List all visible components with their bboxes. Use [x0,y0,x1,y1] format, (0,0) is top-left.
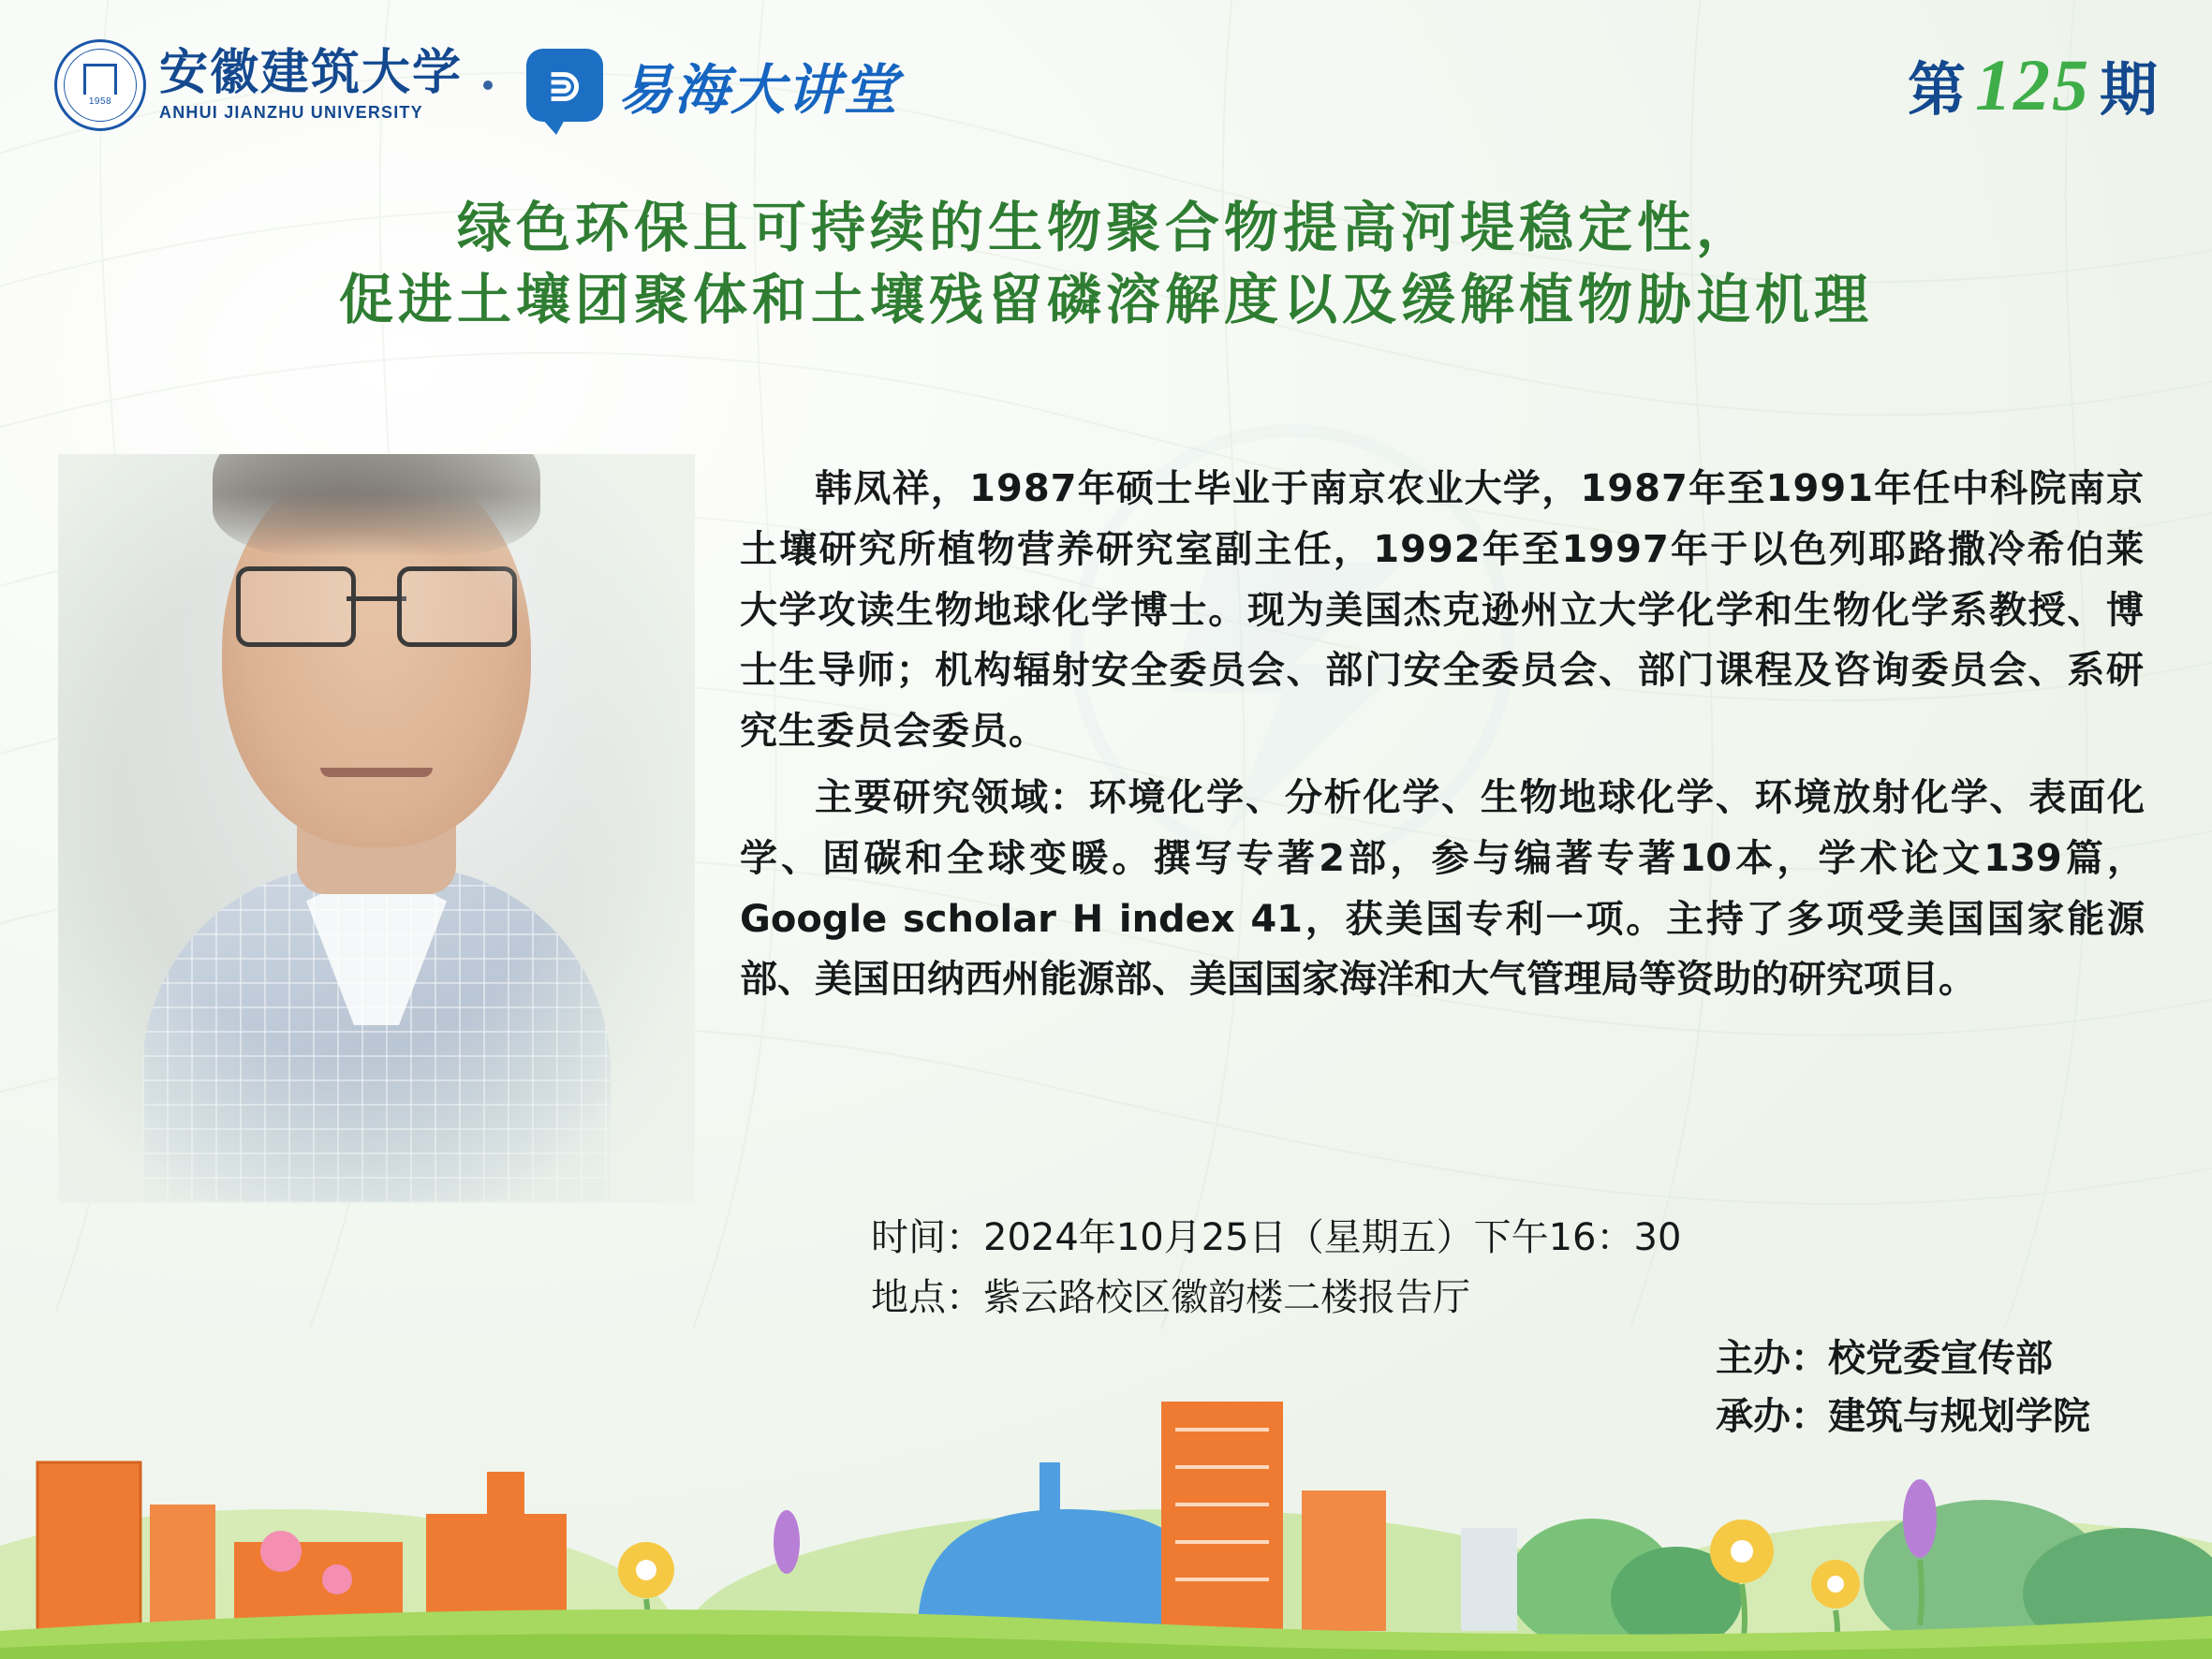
university-name-en: ANHUI JIANZHU UNIVERSITY [159,102,423,122]
glasses-left-lens [236,566,356,647]
bio-text-1: 1987年硕士毕业于南京农业大学，1987年至1991年任中科院南京土壤研究所植物营养研究室副主任，1992年至1997年于以色列耶路撒冷希伯莱大学攻读生物地球化学博士。现为美国杰克逊州立大学化学和生物化学系教授、博士生导师；机构辐射安全委员会、部门安全委员会、部门课程及咨询委员会、系研究生委员会委员。 [740,467,2146,754]
portrait-glasses-icon [236,566,517,641]
speaker-bio [740,459,2145,1010]
bio-paragraph-1 [740,459,2145,762]
organizer-cohost: 承办：建筑与规划学院 [1716,1395,2090,1438]
issue-prefix: 第 [1907,55,1966,124]
speaker-portrait [58,454,695,1203]
bio-paragraph-2: 主要研究领域：环境化学、分析化学、生物地球化学、环境放射化学、表面化学、固碳和全球变暖。撰写专著2部，参与编著专著10本，学术论文139篇，Google scholar H index 41，获美国专利一项。主持了多项受美国国家能源部、美国田纳西州能源部、美国国家海洋和大气管理局等资助的研究项目。 [740,775,2145,1002]
title-line-1: 绿色环保且可持续的生物聚合物提高河堤稳定性， [456,196,1755,259]
poster-header [54,34,2158,137]
speaker-name: 韩凤祥， [815,467,970,510]
speech-bubble-glyph: ⋑ [546,60,583,110]
university-seal-icon [54,39,146,131]
event-details [871,1208,2145,1328]
forum-logo [526,46,899,125]
university-name-block [159,45,464,123]
header-divider-dot [483,81,493,90]
university-name-cn: 安徽建筑大学 [159,45,464,102]
portrait-shirt-pattern [142,866,611,1203]
university-logo [54,39,463,131]
issue-number: 125 [1974,44,2090,125]
seal-mark-icon [83,64,117,95]
speech-bubble-icon [526,49,603,122]
forum-name: 易海大讲堂 [618,58,900,122]
seal-year: 1958 [88,96,112,107]
event-time: 时间：2024年10月25日（星期五）下午16：30 [871,1216,1682,1259]
event-place: 地点：紫云路校区徽韵楼二楼报告厅 [871,1276,1470,1319]
issue-badge [1908,43,2158,127]
organizer-host: 主办：校党委宣传部 [1716,1337,2053,1380]
glasses-right-lens [397,566,517,647]
organizer-block [1716,1329,2090,1446]
portrait-hair [213,454,540,557]
portrait-mouth [320,768,433,777]
issue-suffix: 期 [2099,55,2158,124]
title-line-2: 促进土壤团聚体和土壤残留磷溶解度以及缓解植物胁迫机理 [338,267,1873,331]
poster-title [66,192,2146,335]
